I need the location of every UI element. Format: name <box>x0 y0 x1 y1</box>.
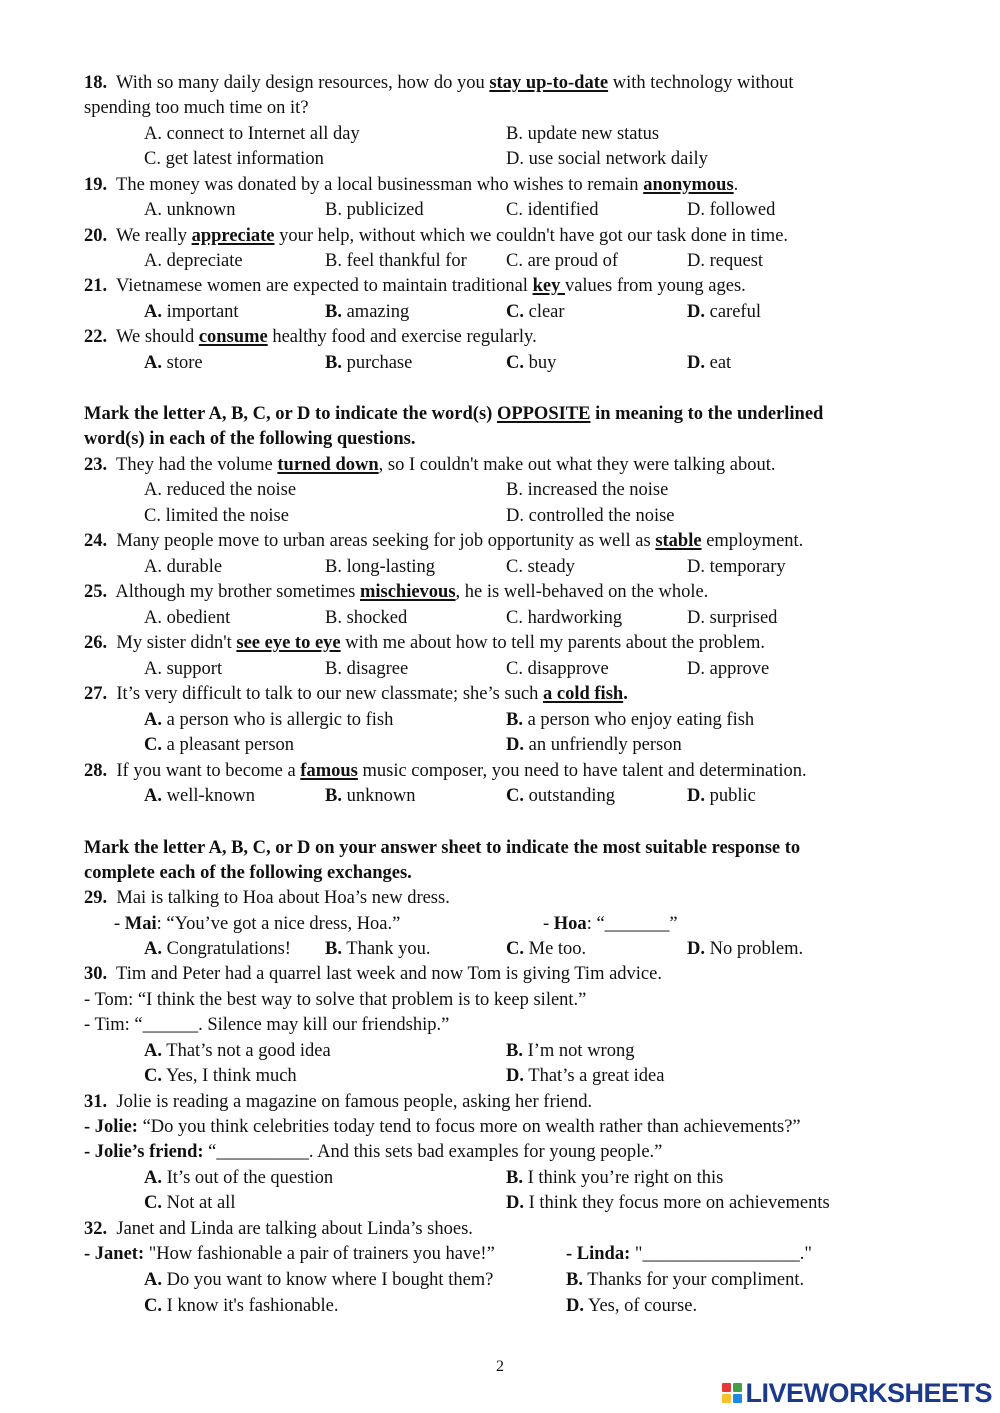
option-a: A. well-known <box>144 786 255 806</box>
page-number: 2 <box>496 1358 504 1375</box>
option-a: A. important <box>144 302 239 322</box>
option-b: B. long-lasting <box>325 557 435 577</box>
option-c: C. steady <box>506 557 575 577</box>
option-d: D. approve <box>687 659 770 679</box>
option-d: D. use social network daily <box>506 149 708 169</box>
question-28: 28. If you want to become a famous music composer, you need to have talent and determination. <box>84 761 807 781</box>
underlined-word: stable <box>655 531 702 551</box>
option-b: B. I think you’re right on this <box>506 1168 724 1188</box>
question-24: 24. Many people move to urban areas seeking for job opportunity as well as stable employment. <box>84 531 804 551</box>
option-d: D. an unfriendly person <box>506 735 682 755</box>
dialogue-line-mai: - Mai: “You’ve got a nice dress, Hoa.” <box>114 914 401 934</box>
option-b: B. shocked <box>325 608 408 628</box>
option-d: D. request <box>687 251 764 271</box>
underlined-word: anonymous <box>643 175 734 195</box>
liveworksheets-logo-text: LIVEWORKSHEETS <box>745 1377 992 1408</box>
dialogue-line-tom: - Tom: “I think the best way to solve that problem is to keep silent.” <box>84 990 587 1010</box>
option-c: C. clear <box>506 302 565 322</box>
question-25: 25. Although my brother sometimes mischievous, he is well-behaved on the whole. <box>84 582 709 602</box>
option-d: D. temporary <box>687 557 786 577</box>
dialogue-line-janet: - Janet: "How fashionable a pair of trainers you have!” <box>84 1244 495 1264</box>
option-a: A. That’s not a good idea <box>144 1041 331 1061</box>
option-c: C. I know it's fashionable. <box>144 1296 339 1316</box>
section-heading-response-line2: complete each of the following exchanges. <box>84 863 412 883</box>
option-d: D. followed <box>687 200 776 220</box>
option-c: C. disapprove <box>506 659 609 679</box>
option-c: C. Not at all <box>144 1193 236 1213</box>
option-d: D. No problem. <box>687 939 804 959</box>
option-c: C. outstanding <box>506 786 615 806</box>
option-b: B. I’m not wrong <box>506 1041 635 1061</box>
question-30: 30. Tim and Peter had a quarrel last week and now Tom is giving Tim advice. <box>84 964 662 984</box>
option-d: D. public <box>687 786 756 806</box>
option-b: B. purchase <box>325 353 413 373</box>
option-a: A. reduced the noise <box>144 480 297 500</box>
underlined-word: appreciate <box>191 226 275 246</box>
option-c: C. hardworking <box>506 608 623 628</box>
option-a: A. store <box>144 353 203 373</box>
option-b: B. increased the noise <box>506 480 669 500</box>
question-22: 22. We should consume healthy food and exercise regularly. <box>84 327 537 347</box>
option-a: A. durable <box>144 557 223 577</box>
underlined-word: turned down <box>277 455 379 475</box>
question-27: 27. It’s very difficult to talk to our new classmate; she’s such a cold fish. <box>84 684 628 704</box>
underlined-word: mischievous <box>359 582 456 602</box>
option-d: D. careful <box>687 302 761 322</box>
question-31: 31. Jolie is reading a magazine on famous people, asking her friend. <box>84 1092 593 1112</box>
question-26: 26. My sister didn't see eye to eye with me about how to tell my parents about the problem. <box>84 633 766 653</box>
option-b: B. update new status <box>506 124 660 144</box>
section-heading-opposite: Mark the letter A, B, C, or D to indicate the word(s) OPPOSITE in meaning to the underlined <box>84 404 824 424</box>
question-23: 23. They had the volume turned down, so I couldn't make out what they were talking about. <box>84 455 776 475</box>
underlined-word: see eye to eye <box>236 633 341 653</box>
question-32: 32. Janet and Linda are talking about Linda’s shoes. <box>84 1219 473 1239</box>
option-c: C. identified <box>506 200 599 220</box>
option-b: B. unknown <box>325 786 416 806</box>
option-c: C. a pleasant person <box>144 735 295 755</box>
option-c: C. buy <box>506 353 557 373</box>
option-c: C. Me too. <box>506 939 587 959</box>
dialogue-line-hoa: - Hoa: “_______” <box>543 914 678 934</box>
dialogue-line-jolie: - Jolie: “Do you think celebrities today tend to focus more on wealth rather than achievements?” <box>84 1117 801 1137</box>
option-b: B. feel thankful for <box>325 251 467 271</box>
option-a: A. depreciate <box>144 251 243 271</box>
option-a: A. support <box>144 659 223 679</box>
option-b: B. Thank you. <box>325 939 431 959</box>
option-d: D. eat <box>687 353 732 373</box>
question-21: 21. Vietnamese women are expected to maintain traditional key values from young ages. <box>84 276 746 296</box>
option-a: A. Congratulations! <box>144 939 291 959</box>
option-a: A. Do you want to know where I bought them? <box>144 1270 494 1290</box>
question-18-line2: spending too much time on it? <box>84 98 309 118</box>
option-b: B. Thanks for your compliment. <box>566 1270 805 1290</box>
question-19: 19. The money was donated by a local businessman who wishes to remain anonymous. <box>84 175 739 195</box>
liveworksheets-logo[interactable] <box>722 1378 992 1408</box>
option-b: B. publicized <box>325 200 424 220</box>
option-a: A. connect to Internet all day <box>144 124 360 144</box>
option-d: D. controlled the noise <box>506 506 675 526</box>
option-a: A. obedient <box>144 608 231 628</box>
question-20: 20. We really appreciate your help, without which we couldn't have got our task done in time. <box>84 226 789 246</box>
option-b: B. amazing <box>325 302 410 322</box>
dialogue-line-jolies-friend: - Jolie’s friend: “__________. And this sets bad examples for young people.” <box>84 1142 663 1162</box>
option-c: C. Yes, I think much <box>144 1066 297 1086</box>
dialogue-line-tim: - Tim: “______. Silence may kill our friendship.” <box>84 1015 450 1035</box>
option-d: D. Yes, of course. <box>566 1296 698 1316</box>
option-b: B. disagree <box>325 659 409 679</box>
dialogue-line-linda: - Linda: "_________________." <box>566 1244 812 1264</box>
option-d: D. I think they focus more on achievements <box>506 1193 830 1213</box>
option-c: C. limited the noise <box>144 506 289 526</box>
option-a: A. unknown <box>144 200 236 220</box>
underlined-word: consume <box>198 327 268 347</box>
underlined-word: famous <box>300 761 358 781</box>
question-29: 29. Mai is talking to Hoa about Hoa’s new dress. <box>84 888 450 908</box>
section-heading-opposite-line2: word(s) in each of the following questions. <box>84 429 416 449</box>
option-a: A. It’s out of the question <box>144 1168 334 1188</box>
option-d: D. That’s a great idea <box>506 1066 665 1086</box>
option-b: B. a person who enjoy eating fish <box>506 710 755 730</box>
option-c: C. get latest information <box>144 149 324 169</box>
question-18: 18. With so many daily design resources, how do you stay up-to-date with technology without <box>84 73 794 93</box>
option-a: A. a person who is allergic to fish <box>144 710 394 730</box>
section-heading-response: Mark the letter A, B, C, or D on your answer sheet to indicate the most suitable response to <box>84 838 801 858</box>
option-c: C. are proud of <box>506 251 618 271</box>
underlined-word: key <box>532 276 565 296</box>
option-d: D. surprised <box>687 608 778 628</box>
liveworksheets-logo-icon <box>722 1383 742 1403</box>
underlined-word: a cold fish <box>543 684 624 704</box>
underlined-word: stay up-to-date <box>489 73 609 93</box>
